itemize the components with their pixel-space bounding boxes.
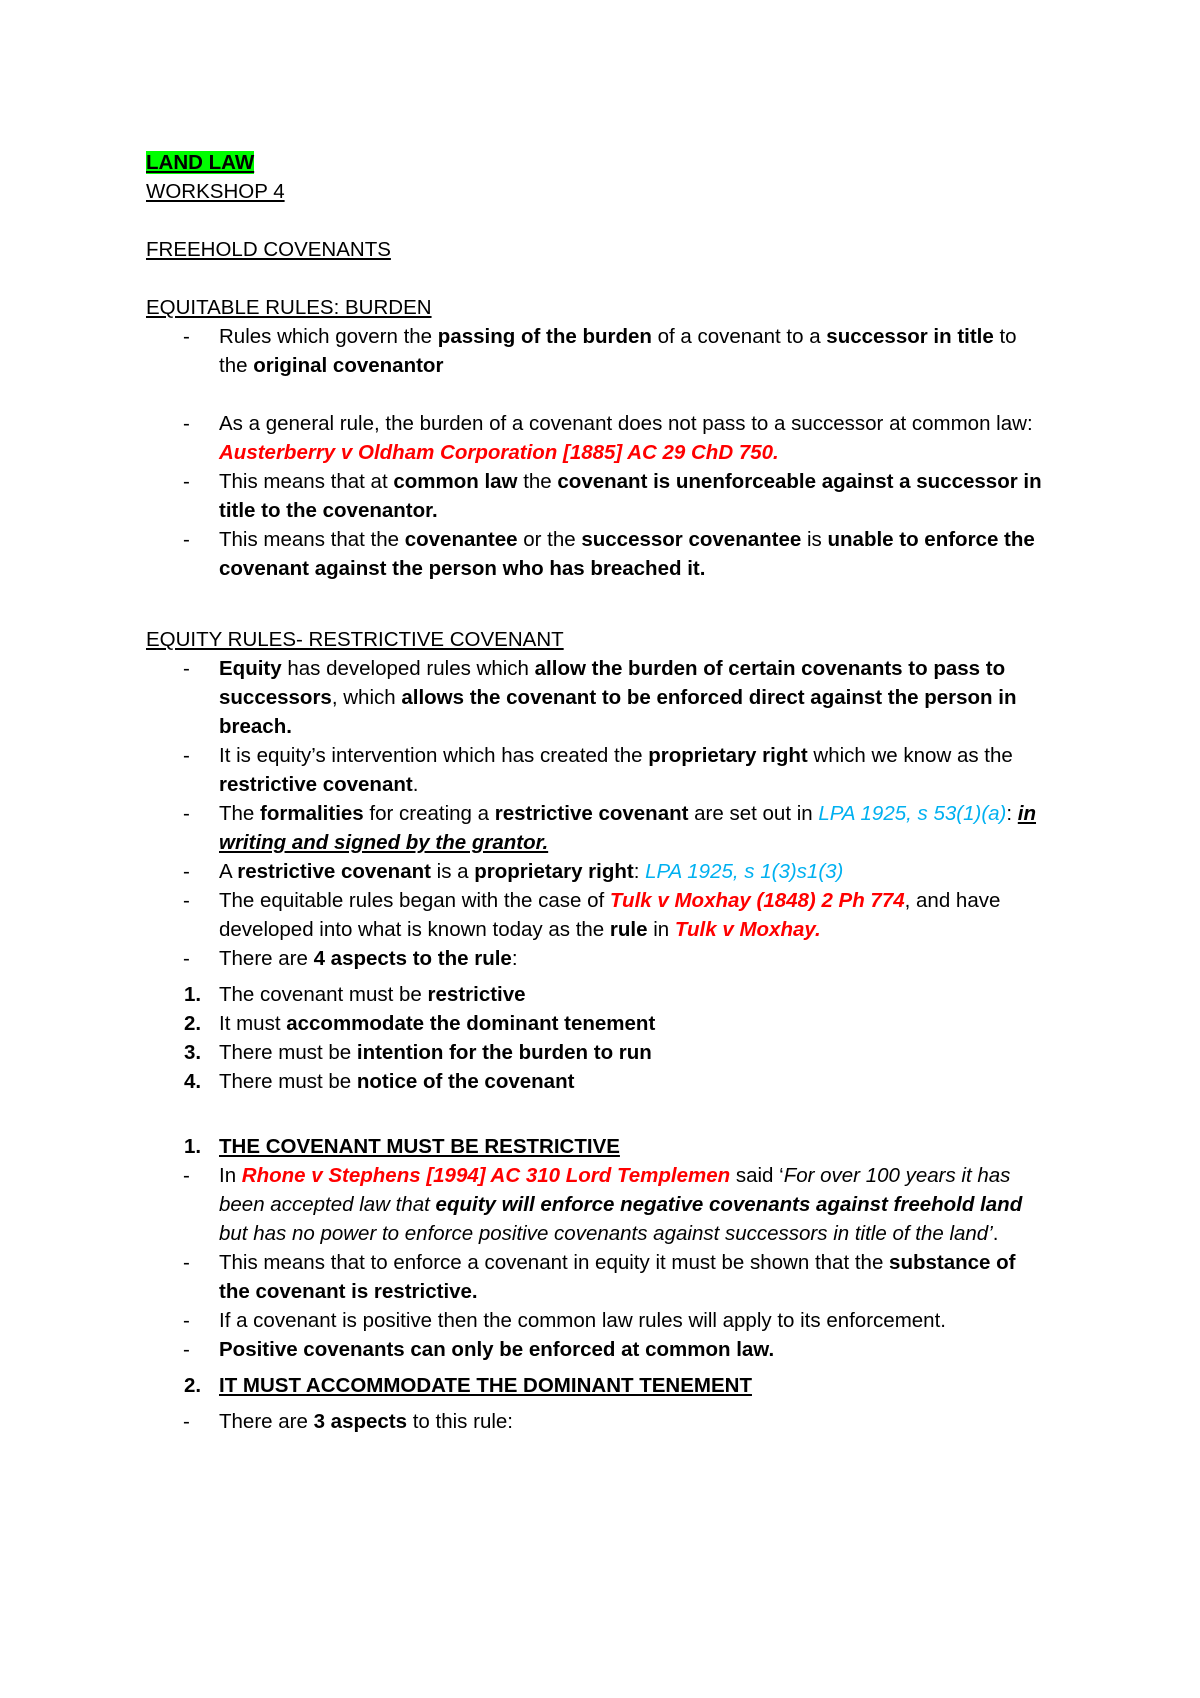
numbered-item: 1. The covenant must be restrictive	[184, 983, 526, 1006]
numbered-item: 2. It must accommodate the dominant tenement	[184, 1012, 656, 1035]
case-citation: Austerberry v Oldham Corporation [1885] AC 29 ChD 750	[219, 441, 774, 464]
list-item: - This means that the covenantee or the successor covenantee is unable to enforce the covenant against the person who has breached it.	[146, 525, 1050, 583]
dash-marker: -	[183, 325, 190, 348]
dash-marker: -	[183, 744, 190, 767]
doc-title: LAND LAW	[146, 151, 255, 174]
numbered-item: 3. There must be intention for the burden to run	[184, 1041, 652, 1064]
section-heading-equitable-rules-burden: EQUITABLE RULES: BURDEN	[146, 296, 432, 319]
dash-marker: -	[183, 412, 190, 435]
doc-topic: FREEHOLD COVENANTS	[146, 238, 391, 261]
case-citation: Tulk v Moxhay (1848) 2 Ph 774	[609, 889, 905, 912]
case-citation: Tulk v Moxhay	[674, 918, 816, 941]
dash-marker: -	[183, 947, 190, 970]
section-heading-equity-rules-restrictive-covenant: EQUITY RULES- RESTRICTIVE COVENANT	[146, 628, 564, 651]
statute-reference: LPA 1925, s 1(3)s1(3)	[645, 860, 844, 883]
section-heading-covenant-must-be-restrictive: 1. THE COVENANT MUST BE RESTRICTIVE	[184, 1135, 620, 1158]
list-item: - Positive covenants can only be enforced at common law.	[146, 1335, 1050, 1364]
dash-marker: -	[183, 860, 190, 883]
list-item: - Rules which govern the passing of the burden of a covenant to a successor in title to the original covenantor	[146, 322, 1050, 380]
list-item: - There are 4 aspects to the rule:	[146, 944, 1050, 973]
doc-workshop: WORKSHOP 4	[146, 180, 285, 203]
dash-marker: -	[183, 470, 190, 493]
dash-marker: -	[183, 889, 190, 912]
list-item: - It is equity’s intervention which has created the proprietary right which we know as the restrictive covenant.	[146, 741, 1050, 799]
dash-marker: -	[183, 802, 190, 825]
list-item: - There are 3 aspects to this rule:	[146, 1407, 1050, 1436]
dash-marker: -	[183, 1410, 190, 1433]
section-heading-accommodate-dominant-tenement: 2. IT MUST ACCOMMODATE THE DOMINANT TENEMENT	[184, 1374, 752, 1397]
dash-marker: -	[183, 657, 190, 680]
dash-marker: -	[183, 1309, 190, 1332]
dash-marker: -	[183, 1251, 190, 1274]
list-item: - The formalities for creating a restrictive covenant are set out in LPA 1925, s 53(1)(a): in writing and signed by the grantor.	[146, 799, 1050, 857]
list-item: - This means that at common law the covenant is unenforceable against a successor in title to the covenantor.	[146, 467, 1050, 525]
list-item: - A restrictive covenant is a proprietary right: LPA 1925, s 1(3)s1(3)	[146, 857, 1050, 886]
dash-marker: -	[183, 1338, 190, 1361]
list-item: - The equitable rules began with the case of Tulk v Moxhay (1848) 2 Ph 774, and have developed into what is known today as the rule in Tulk v Moxhay.	[146, 886, 1050, 944]
dash-marker: -	[183, 528, 190, 551]
list-item: - In Rhone v Stephens [1994] AC 310 Lord Templemen said ‘For over 100 years it has been accepted law that equity will enforce negative covenants against freehold land but has no power to enforce positive covenants against successors in title of the land’.	[146, 1161, 1050, 1248]
numbered-item: 4. There must be notice of the covenant	[184, 1070, 575, 1093]
case-citation: Rhone v Stephens [1994] AC 310 Lord Templemen	[241, 1164, 731, 1187]
list-item: - This means that to enforce a covenant in equity it must be shown that the substance of the covenant is restrictive.	[146, 1248, 1050, 1306]
list-item: - If a covenant is positive then the common law rules will apply to its enforcement.	[146, 1306, 1050, 1335]
statute-reference: LPA 1925, s 53(1)(a)	[818, 802, 1007, 825]
list-item: - Equity has developed rules which allow the burden of certain covenants to pass to successors, which allows the covenant to be enforced direct against the person in breach.	[146, 654, 1050, 741]
list-item: - As a general rule, the burden of a covenant does not pass to a successor at common law: Austerberry v Oldham Corporation [1885] AC 29 ChD 750.	[146, 409, 1050, 467]
dash-marker: -	[183, 1164, 190, 1187]
